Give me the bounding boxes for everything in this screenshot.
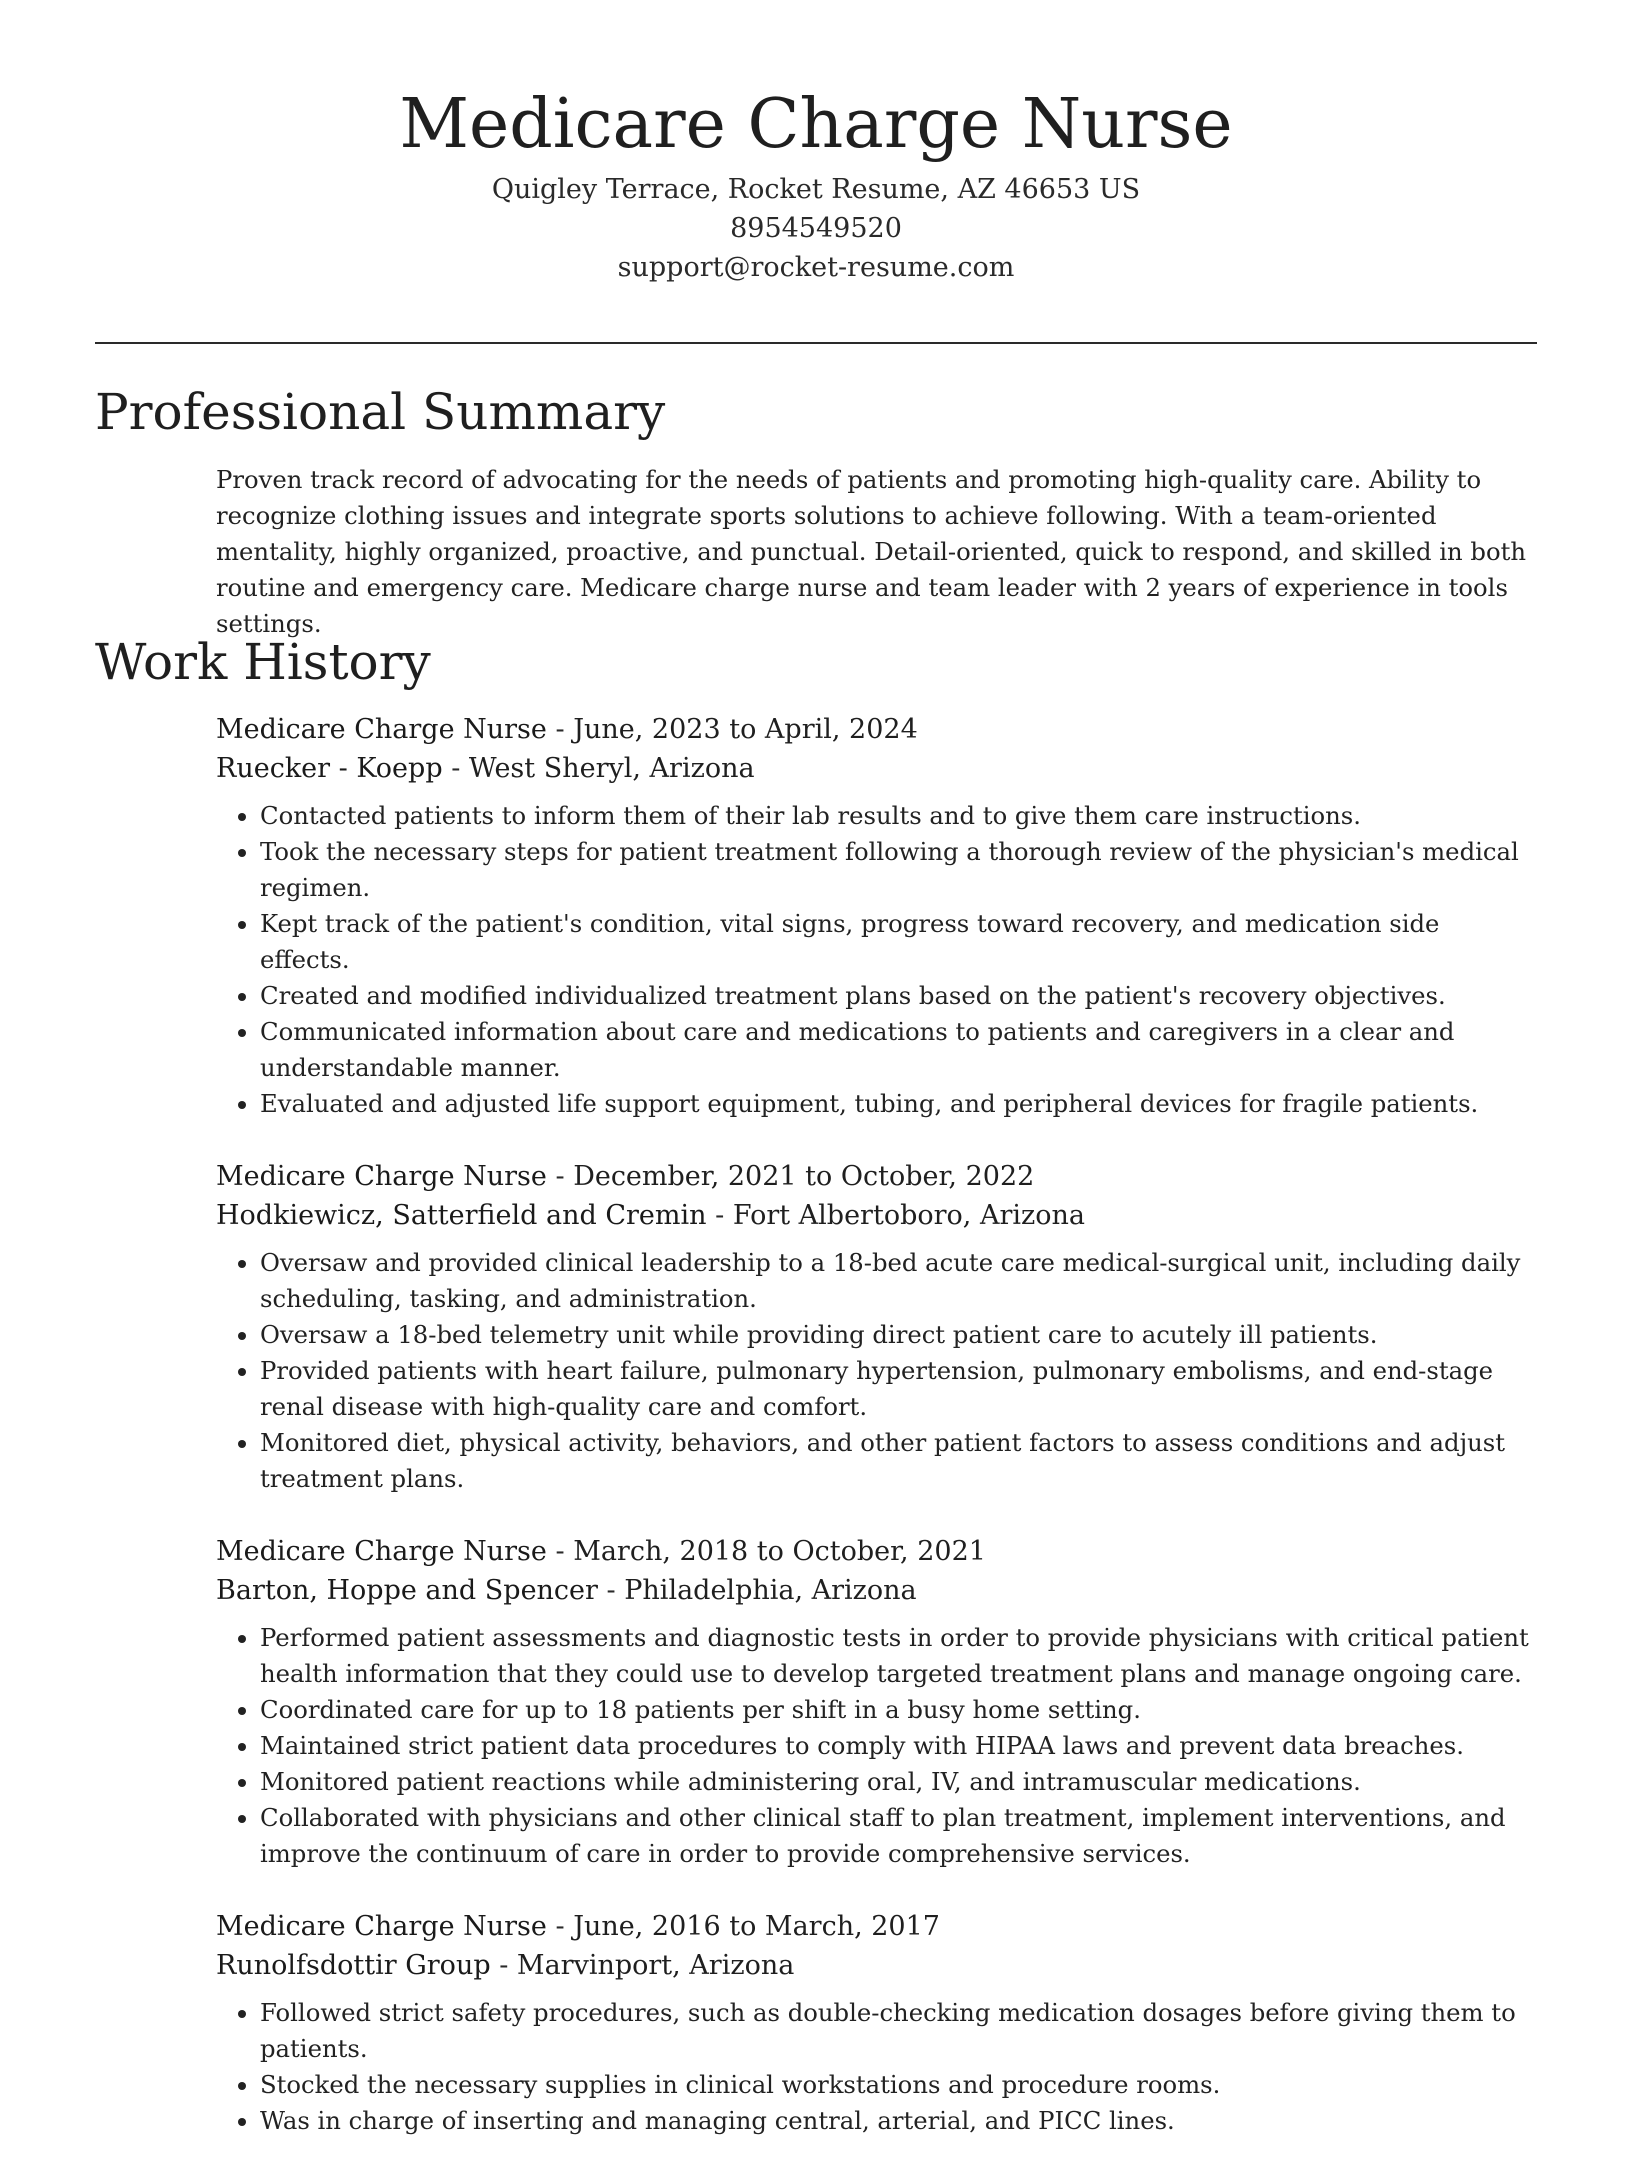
separator: - <box>546 1161 574 1192</box>
job-location: Marvinport, Arizona <box>516 1950 795 1981</box>
job-company: Hodkiewicz, Satterfield and Cremin <box>216 1200 707 1231</box>
job-entry <box>216 710 1536 1122</box>
summary-text: Proven track record of advocating for the needs of patients and promoting high-quality care. Ability to recognize clothing issues and integrate sports solutions to achieve following. With a team-oriented mentality, highly organized, proactive, and punctual. Detail-oriented, quick to respond, and skilled in both routine and emergency care. Medicare charge nurse and team leader with 2 years of experience in tools settings. <box>216 465 1527 638</box>
job-location: Philadelphia, Arizona <box>624 1575 917 1606</box>
job-duty-item: • Performed patient assessments and diagnostic tests in order to provide physicians with critical patient health information that they could use to develop targeted treatment plans and manage ongoing care. <box>260 1620 1536 1692</box>
job-company-line <box>216 1571 1536 1610</box>
resume-header <box>0 80 1632 287</box>
job-title: Medicare Charge Nurse <box>216 1536 547 1567</box>
job-entry <box>216 1907 1536 2139</box>
separator: - <box>597 1575 625 1606</box>
job-duty-item: • Stocked the necessary supplies in clinical workstations and procedure rooms. <box>260 2067 1536 2103</box>
job-duty-item: • Oversaw a 18-bed telemetry unit while providing direct patient care to acutely ill patients. <box>260 1317 1536 1353</box>
job-company: Runolfsdottir Group <box>216 1950 491 1981</box>
job-title: Medicare Charge Nurse <box>216 1911 547 1942</box>
work-history-list <box>216 710 1536 2174</box>
separator: - <box>546 1536 574 1567</box>
contact-info <box>0 170 1632 287</box>
job-duty-item: • Maintained strict patient data procedures to comply with HIPAA laws and prevent data breaches. <box>260 1728 1536 1764</box>
job-duties-list <box>216 1620 1536 1872</box>
job-duty-item: • Followed strict safety procedures, such as double-checking medication dosages before giving them to patients. <box>260 1995 1536 2067</box>
work-history-heading: Work History <box>95 633 431 691</box>
job-company-line <box>216 749 1536 788</box>
job-duty-item: • Collaborated with physicians and other clinical staff to plan treatment, implement interventions, and improve the continuum of care in order to provide comprehensive services. <box>260 1800 1536 1872</box>
phone-text: 8954549520 <box>730 213 902 244</box>
job-dates: June, 2023 to April, 2024 <box>573 714 918 745</box>
separator: - <box>706 1200 733 1231</box>
job-company: Ruecker - Koepp <box>216 753 443 784</box>
job-title-line <box>216 1157 1536 1196</box>
job-company-line <box>216 1196 1536 1235</box>
job-title-line <box>216 1532 1536 1571</box>
job-duty-item: • Created and modified individualized treatment plans based on the patient's recovery objectives. <box>260 978 1536 1014</box>
job-dates: December, 2021 to October, 2022 <box>573 1161 1035 1192</box>
job-duty-item: • Contacted patients to inform them of their lab results and to give them care instructions. <box>260 798 1536 834</box>
job-dates: June, 2016 to March, 2017 <box>573 1911 940 1942</box>
job-duties-list <box>216 798 1536 1122</box>
job-duties-list <box>216 1995 1536 2139</box>
job-duties-list <box>216 1245 1536 1497</box>
job-duty-item: • Oversaw and provided clinical leadership to a 18-bed acute care medical-surgical unit, including daily scheduling, tasking, and administration. <box>260 1245 1536 1317</box>
summary-heading: Professional Summary <box>95 383 666 441</box>
header-divider <box>95 342 1537 344</box>
separator: - <box>546 1911 574 1942</box>
email-text: support@rocket-resume.com <box>617 252 1015 283</box>
separator: - <box>490 1950 517 1981</box>
job-duty-item: • Monitored diet, physical activity, behaviors, and other patient factors to assess conditions and adjust treatment plans. <box>260 1425 1536 1497</box>
candidate-name: Medicare Charge Nurse <box>399 85 1233 164</box>
job-duty-item: • Took the necessary steps for patient treatment following a thorough review of the physician's medical regimen. <box>260 834 1536 906</box>
address-text: Quigley Terrace, Rocket Resume, AZ 46653 US <box>491 174 1141 205</box>
job-duty-item: • Monitored patient reactions while administering oral, IV, and intramuscular medications. <box>260 1764 1536 1800</box>
job-company: Barton, Hoppe and Spencer <box>216 1575 598 1606</box>
separator: - <box>546 714 574 745</box>
job-location: Fort Albertoboro, Arizona <box>732 1200 1085 1231</box>
job-duty-item: • Was in charge of inserting and managing central, arterial, and PICC lines. <box>260 2103 1536 2139</box>
job-entry <box>216 1532 1536 1872</box>
job-entry <box>216 1157 1536 1497</box>
job-duty-item: • Provided patients with heart failure, pulmonary hypertension, pulmonary embolisms, and end-stage renal disease with high-quality care and comfort. <box>260 1353 1536 1425</box>
job-duty-item: • Kept track of the patient's condition, vital signs, progress toward recovery, and medication side effects. <box>260 906 1536 978</box>
separator: - <box>442 753 469 784</box>
job-duty-item: • Communicated information about care and medications to patients and caregivers in a clear and understandable manner. <box>260 1014 1536 1086</box>
job-title: Medicare Charge Nurse <box>216 714 547 745</box>
job-duty-item: • Evaluated and adjusted life support equipment, tubing, and peripheral devices for fragile patients. <box>260 1086 1536 1122</box>
job-title-line <box>216 710 1536 749</box>
job-location: West Sheryl, Arizona <box>468 753 755 784</box>
job-duty-item: • Coordinated care for up to 18 patients per shift in a busy home setting. <box>260 1692 1536 1728</box>
job-company-line <box>216 1946 1536 1985</box>
job-title: Medicare Charge Nurse <box>216 1161 547 1192</box>
job-title-line <box>216 1907 1536 1946</box>
job-dates: March, 2018 to October, 2021 <box>573 1536 986 1567</box>
